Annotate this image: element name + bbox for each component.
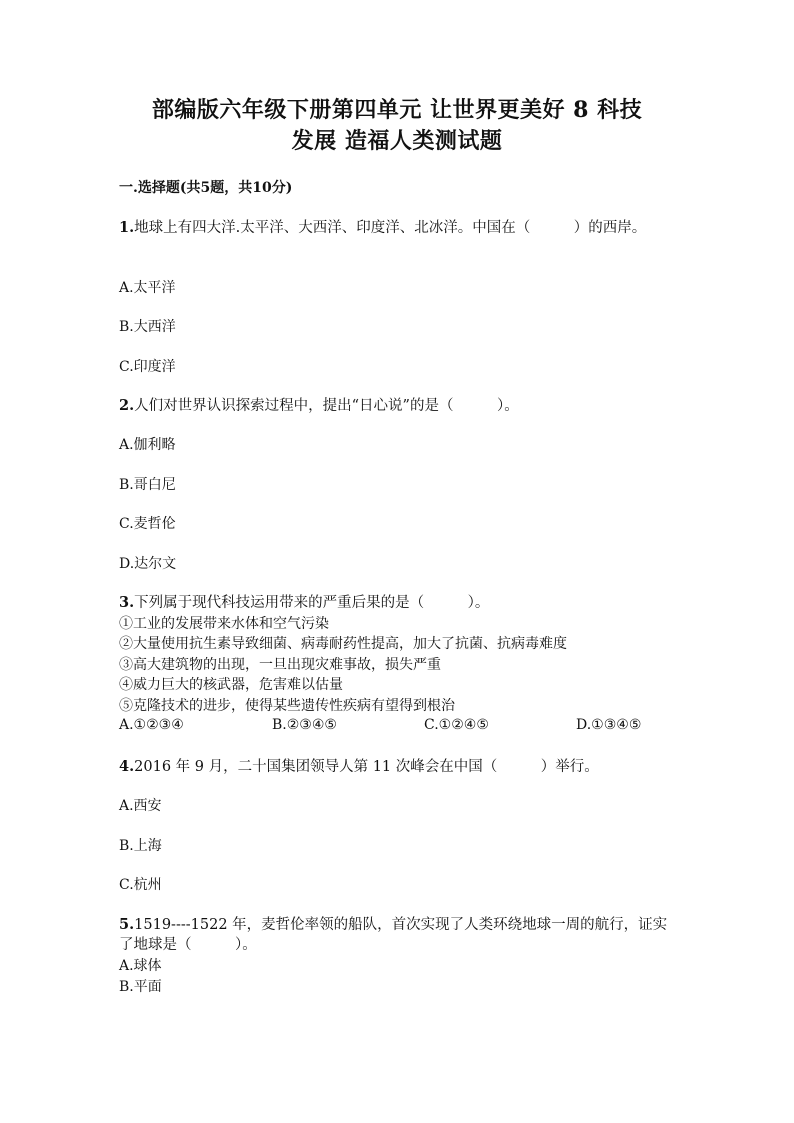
question-1-option-b: B.大西洋 xyxy=(119,319,176,335)
question-4-stem xyxy=(119,757,599,777)
question-1-option-a: A.太平洋 xyxy=(119,280,176,296)
question-2-option-d: D.达尔文 xyxy=(119,556,177,572)
question-5-number: 5. xyxy=(119,916,135,933)
question-5-option-b: B.平面 xyxy=(119,979,162,995)
question-3-statement-3: ③高大建筑物的出现，一旦出现灾难事故，损失严重 xyxy=(119,657,441,673)
question-4-option-a: A.西安 xyxy=(119,798,162,814)
question-3-option-c: C.①②④⑤ xyxy=(424,717,489,733)
section-heading: 一.选择题(共5题，共10分) xyxy=(119,180,293,196)
question-3-statement-1: ①工业的发展带来水体和空气污染 xyxy=(119,616,329,632)
question-4-option-c: C.杭州 xyxy=(119,877,162,893)
title-line-2: 发展 造福人类测试题 xyxy=(291,128,503,154)
question-3-options xyxy=(119,717,679,737)
exam-title xyxy=(100,95,694,157)
question-2-option-c: C.麦哲伦 xyxy=(119,516,176,532)
question-5-text: 1519----1522 年，麦哲伦率领的船队，首次实现了人类环绕地球一周的航行，证实了地球是（ ）。 xyxy=(119,917,668,953)
question-2-text: 人们对世界认识探索过程中，提出“日心说”的是（ ）。 xyxy=(134,398,519,414)
question-3-text: 下列属于现代科技运用带来的严重后果的是（ ）。 xyxy=(134,595,490,611)
question-3-statement-4: ④威力巨大的核武器，危害难以估量 xyxy=(119,677,343,693)
question-3-option-b: B.②③④⑤ xyxy=(272,717,337,733)
question-1-stem xyxy=(119,218,679,238)
question-2-stem xyxy=(119,396,519,416)
question-2-option-b: B.哥白尼 xyxy=(119,477,176,493)
question-5-option-a: A.球体 xyxy=(119,958,162,974)
question-4-number: 4. xyxy=(119,758,135,775)
question-2-option-a: A.伽利略 xyxy=(119,437,176,453)
question-3-number: 3. xyxy=(119,594,135,611)
question-3-statement-2: ②大量使用抗生素导致细菌、病毒耐药性提高，加大了抗菌、抗病毒难度 xyxy=(119,636,567,652)
question-4-text: 2016 年 9 月，二十国集团领导人第 11 次峰会在中国（ ）举行。 xyxy=(134,759,599,775)
question-4-option-b: B.上海 xyxy=(119,838,162,854)
question-3-stem xyxy=(119,593,489,613)
title-line-1: 部编版六年级下册第四单元 让世界更美好 8 科技 xyxy=(151,97,643,123)
question-1-number: 1. xyxy=(119,219,135,236)
question-1-option-c: C.印度洋 xyxy=(119,359,176,375)
question-3-option-a: A.①②③④ xyxy=(119,717,184,733)
question-5-stem xyxy=(119,915,679,955)
question-1-text: 地球上有四大洋.太平洋、大西洋、印度洋、北冰洋。中国在（ ）的西岸。 xyxy=(134,220,647,236)
question-2-number: 2. xyxy=(119,397,135,414)
question-3-statement-5: ⑤克隆技术的进步，使得某些遗传性疾病有望得到根治 xyxy=(119,698,455,714)
question-3-option-d: D.①③④⑤ xyxy=(576,717,642,733)
